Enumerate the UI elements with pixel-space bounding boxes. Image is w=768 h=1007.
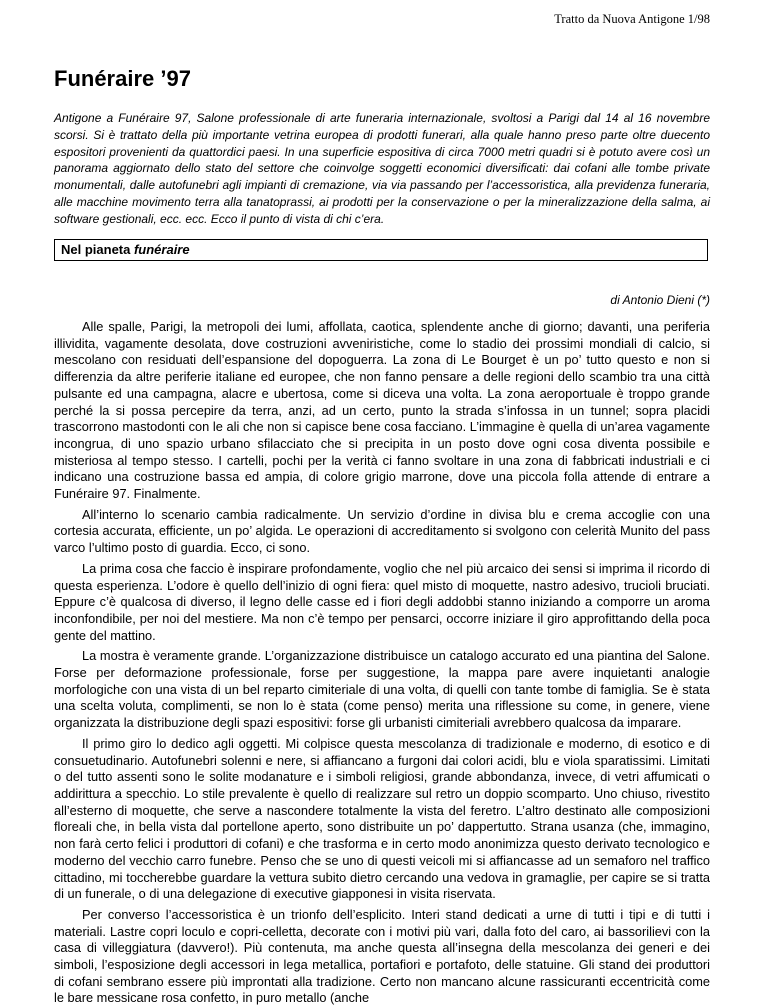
section-heading-plain: Nel pianeta — [61, 242, 134, 257]
article-body — [54, 319, 710, 1007]
article-abstract: Antigone a Funéraire 97, Salone professionale di arte funeraria internazionale, svoltosi a Parigi dal 14 al 16 novembre scorsi. Si è trattato della più importante vetrina europea di prodotti funerari, alla quale hanno preso parte oltre duecento espositori provenienti da quattordici paesi. In una superficie espositiva di circa 7000 metri quadri si è potuto avere così un panorama aggiornato dello stato del settore che coinvolge soggetti economici diversificati: dai cofani alle tombe private monumentali, dalle autofunebri agli impianti di cremazione, via via passando per l’accessoristica, alla previdenza funeraria, alle macchine movimento terra alla tanatoprassi, ai prodotti per la conservazione o per la mineralizzazione della salma, ai software gestionali, ecc. ecc. Ecco il punto di vista di chi c’era. — [54, 111, 710, 226]
section-heading — [54, 239, 708, 261]
body-paragraph: Per converso l’accessoristica è un trionfo dell’esplicito. Interi stand dedicati a urne di tutti i tipi e di tutti i materiali. Lastre copri loculo e copri-celletta, decorate con i motivi più vari, dalla foto del caro, ai bassorilievi con la casa di villeggiatura (davvero!). Più contenuta, ma anche questa all’insegna della mescolanza dei generi e dei simboli, l’esposizione degli accessori in lega metallica, portafiori e portafoto, delle statuine. Gli stand dei produttori di cofani sembrano essere più improntati alla tradizione. Certo non mancano alcune rassicuranti eccentricità come le bare messicane rosa confetto, in puro metallo (anche — [54, 906, 710, 1006]
body-paragraph: Alle spalle, Parigi, la metropoli dei lumi, affollata, caotica, splendente anche di giorno; davanti, una periferia illividita, vagamente desolata, dove costruzioni avveniristiche, come lo stadio dei prossimi mondiali di calcio, si mescolano con residuati dell’espansione del dopoguerra. La zona di Le Bourget è un po’ tutto questo e non si differenzia da altre periferie italiane ed europee, che non fanno pensare a delle regioni dello scambio tra una città pulsante ed una campagna, alacre e ubertosa, come si diceva una volta. La zona aeroportuale è troppo grande perché la si possa percepire da terra, anzi, ad un certo, punto la strada s’infossa in un tunnel; sopra placidi trascorrono mastodonti con le ali che non si capisce bene cosa facciano. L’immagine è quella di un’area vagamente incongrua, di uno spazio urbano sfilacciato che si precipita in un posto dove ogni cosa diventa possibile e misteriosa al tempo stesso. I cartelli, pochi per la verità ci fanno svoltare in una zona di fabbricati industriali e ci indicano una costruzione bassa ed ampia, di colore grigio marrone, dove una piccola folla attende di entrare a Funéraire 97. Finalmente. — [54, 319, 710, 502]
byline: di Antonio Dieni (*) — [610, 293, 710, 307]
body-paragraph: All’interno lo scenario cambia radicalmente. Un servizio d’ordine in divisa blu e crema accoglie con una cortesia accurata, efficiente, un po’ algida. Le operazioni di accreditamento si svolgono con celerità Munito del pass varco l’ultimo posto di guardia. Ecco, ci sono. — [54, 506, 710, 556]
body-paragraph: La mostra è veramente grande. L’organizzazione distribuisce un catalogo accurato ed una piantina del Salone. Forse per deformazione professionale, forse per suggestione, la mappa pare avere inquietanti analogie morfologiche con una vista di un bel reparto cimiteriale di una volta, di quelli con tante tombe di famiglia. Se è stata una scelta voluta, complimenti, se non lo è stata (come penso) merita una riflessione su come, in genere, viene organizzata la distribuzione degli spazi espositivi: forse gli urbanisti cimiteriali avrebbero qualcosa da imparare. — [54, 648, 710, 731]
section-heading-italic: funéraire — [133, 242, 190, 257]
source-header: Tratto da Nuova Antigone 1/98 — [554, 12, 710, 26]
body-paragraph: Il primo giro lo dedico agli oggetti. Mi colpisce questa mescolanza di tradizionale e moderno, di esotico e di consuetudinario. Autofunebri solenni e nere, si affiancano a furgoni dai colori acidi, blu e viola sparatissimi. Limitati o del tutto assenti sono le solite modanature e i simboli religiosi, grande abbondanza, invece, di vetri affumicati o addirittura a specchio. Lo stile prevalente è quello di realizzare sul retro un doppio scomparto. Uno chiuso, rivestito all’esterno di moquette, che serve a nascondere totalmente la vista del feretro. L’altro destinato alle composizioni floreali che, in bella vista dal portellone aperto, sono distribuite un po’ dappertutto. Strana usanza (che, immagino, non farà certo felici i produttori di cofani) e che trasforma e in certo modo anonimizza questo derivato tecnologico e moderno del vecchio carro funebre. Penso che se uno di questi veicoli mi si affiancasse ad un semaforo nel traffico cittadino, mi toccherebbe guardare la vettura subito dietro cercando una vedova in gramaglie, per capire se si tratta di un funerale, o di una delegazione di executive giapponesi in visita riservata. — [54, 735, 710, 902]
body-paragraph: La prima cosa che faccio è inspirare profondamente, voglio che nel più arcaico dei sensi si imprima il ricordo di questa esperienza. L’odore è quello dell’inizio di ogni fiera: quel misto di moquette, nastro adesivo, trucioli bruciati. Eppure c’è qualcosa di diverso, il legno delle casse ed i fiori degli addobbi stanno iniziando a comporre un aroma inconfondibile, per noi del mestiere. Ma non c’è tempo per pensarci, occorre iniziare il giro approfittando della poca gente del mattino. — [54, 560, 710, 643]
article-title: Funéraire ’97 — [54, 66, 191, 91]
